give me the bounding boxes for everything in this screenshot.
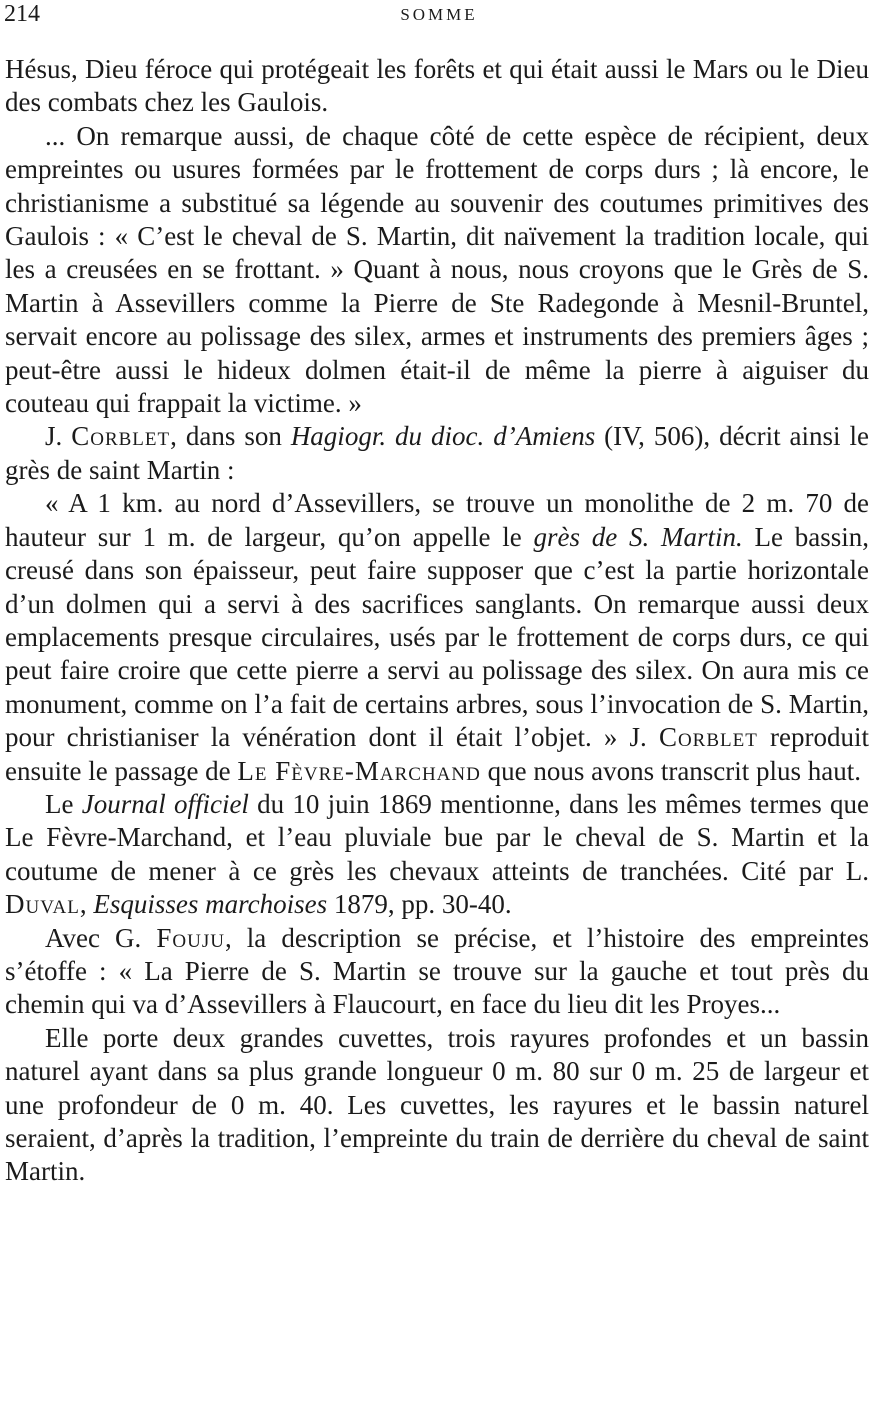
italic-text: grès de S. Martin. <box>533 521 743 552</box>
text-run: , la description se précise, et l’histoire des empreintes s’étoffe : « La Pierre de S. Martin se trouve sur la gauche et tout près du chemin qui va d’Assevillers à Flaucourt, en face du lieu dit les Proyes... <box>5 922 869 1020</box>
text-run: Hésus, Dieu féroce qui protégeait les forêts et qui était aussi le Mars ou le Dieu des combats chez les Gaulois. <box>5 54 869 118</box>
text-run: , dans son <box>170 421 291 452</box>
text-run: 1879, pp. 30-40. <box>327 889 512 920</box>
paragraph <box>5 53 869 120</box>
text-run: Avec G. <box>45 922 157 953</box>
text-run: du 10 juin 1869 mentionne, dans les mêmes termes que Le Fèvre-Marchand, et l’eau pluviale bue par le cheval de S. Martin et la coutume de mener à ce grès les chevaux atteints de tranchées. Cité par L. <box>5 788 869 886</box>
page-number: 214 <box>4 1 40 27</box>
italic-text: Journal officiel <box>81 788 249 819</box>
text-run: ... On remarque aussi, de chaque côté de cette espèce de récipient, deux empreintes ou usures formées par le frottement de corps durs ; là encore, le christianisme a substitué sa légende au souvenir des coutumes primitives des Gaulois : « C’est le cheval de S. Martin, dit naïvement la tradition locale, qui les a creusées en se frottant. » Quant à nous, nous croyons que le Grès de S. Martin à Assevillers comme la Pierre de Ste Radegonde à Mesnil-Bruntel, servait encore au polissage des silex, armes et instruments des premiers âges ; peut-être aussi le hideux dolmen était-il de même la pierre à aiguiser du couteau qui frappait la victime. » <box>5 120 869 419</box>
body-text <box>5 53 869 1189</box>
text-run: Le bassin, creusé dans son épaisseur, peut faire supposer que c’est la partie horizontale d’un dolmen qui a servi à des sacrifices sanglants. On remarque aussi deux emplacements presque circulaires, usés par le frottement de corps durs, ce qui peut faire croire que cette pierre a servi au polissage des silex. On aura mis ce monument, comme on l’a fait de certains arbres, sous l’invocation de S. Martin, pour christianiser la vénération dont il était l’objet. » J. <box>5 521 870 753</box>
author-name: Corblet <box>71 421 171 452</box>
text-run: que nous avons transcrit plus haut. <box>480 755 862 786</box>
italic-text: Esquisses marchoises <box>93 889 328 920</box>
author-name: Duval <box>5 889 80 920</box>
text-run: reproduit ensuite le passage de <box>5 722 869 786</box>
author-name: Fouju <box>156 922 225 953</box>
paragraph <box>5 487 869 788</box>
paragraph <box>5 922 869 1022</box>
text-run: J. <box>45 421 72 452</box>
paragraph <box>5 1022 869 1189</box>
text-run: « A 1 km. au nord d’Assevillers, se trouve un monolithe de 2 m. 70 de hauteur sur 1 m. de largeur, qu’on appelle le <box>5 488 869 552</box>
text-run: Le <box>45 788 82 819</box>
text-run: Elle porte deux grandes cuvettes, trois rayures profondes et un bassin naturel ayant dans sa plus grande longueur 0 m. 80 sur 0 m. 25 de largeur et une profondeur de 0 m. 40. Les cuvettes, les rayures et le bassin naturel seraient, d’après la tradition, l’empreinte du train de derrière du cheval de saint Martin. <box>5 1022 869 1187</box>
text-run: (IV, 506), décrit ainsi le grès de saint Martin : <box>5 421 869 485</box>
paragraph <box>5 120 869 421</box>
paragraph <box>5 788 869 922</box>
text-run: , <box>79 889 94 920</box>
author-name: Le Fèvre-Marchand <box>237 755 481 786</box>
running-title: SOMME <box>400 5 478 24</box>
paragraph <box>5 420 869 487</box>
italic-text: Hagiogr. du dioc. d’Amiens <box>290 421 596 452</box>
author-name: Corblet <box>658 722 758 753</box>
